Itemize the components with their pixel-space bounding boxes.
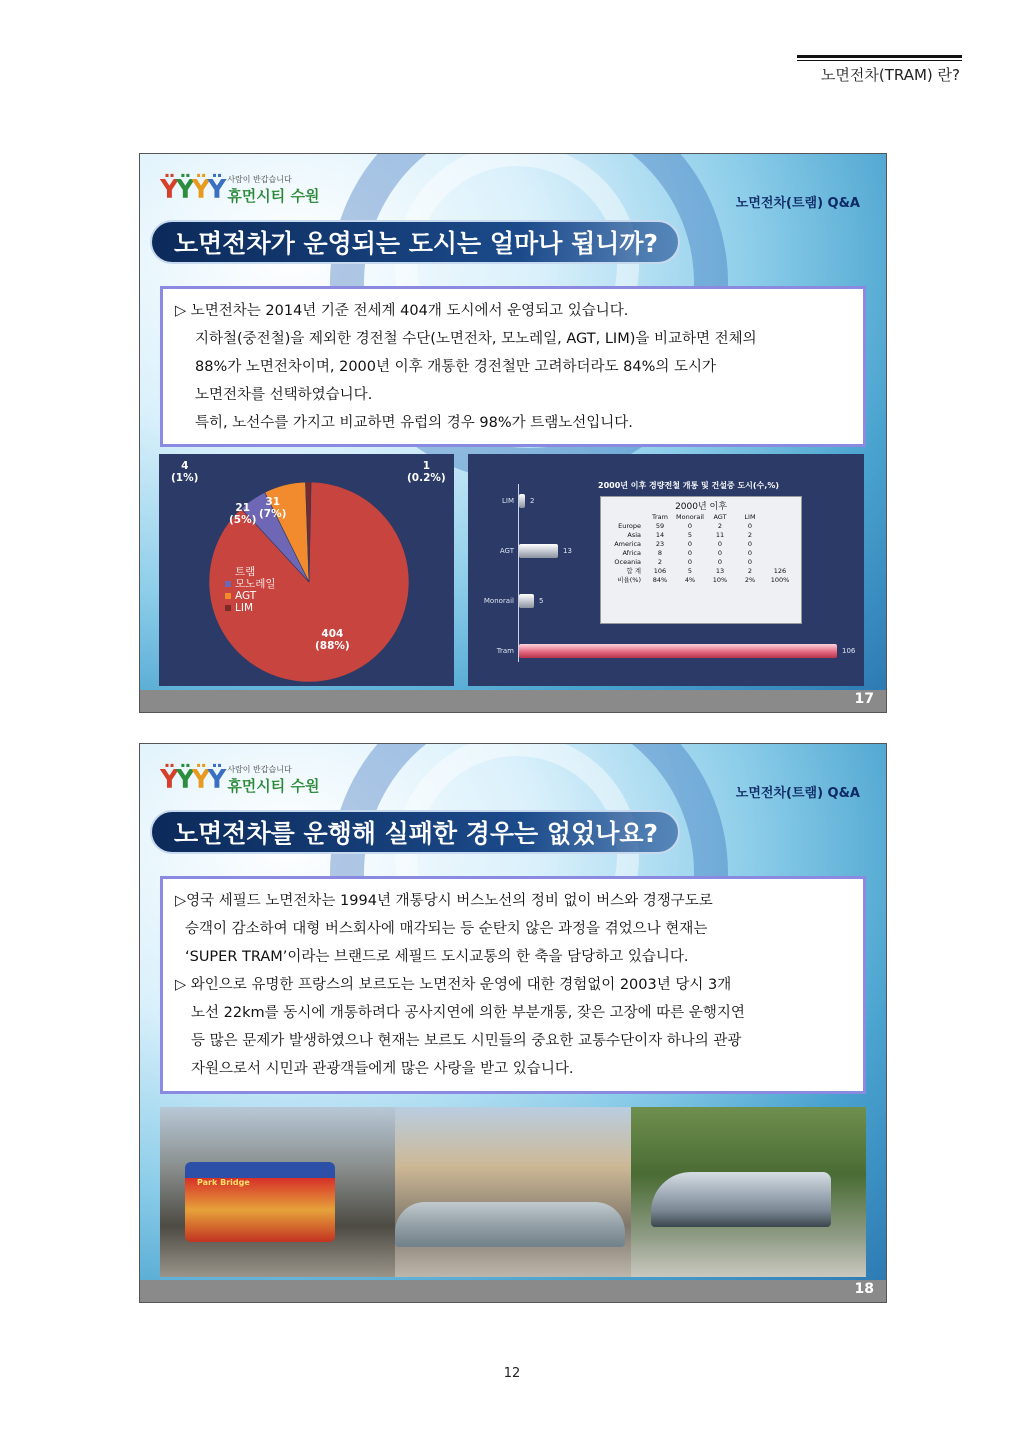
slide-number: 17: [854, 691, 874, 707]
table-cell: Africa: [622, 548, 641, 557]
table-cell: 126: [773, 566, 787, 575]
bar-lim: [519, 494, 525, 508]
bar-chart-panel: [468, 454, 864, 686]
table-header: [765, 512, 795, 521]
table-cell: [765, 548, 795, 557]
legend-item: [225, 602, 276, 614]
table-cell: 5: [687, 566, 693, 575]
bar-category-label: LIM: [501, 497, 514, 505]
tram-destination-sign: Park Bridge: [197, 1178, 250, 1187]
pie-legend: [225, 566, 276, 614]
header-rule-thin: [797, 60, 962, 61]
body-line: 88%가 노면전차이며, 2000년 이후 개통한 경전철만 고려하더라도 84%의 도시가: [195, 359, 717, 375]
logo-name: 휴먼시티 수원: [227, 777, 320, 795]
slide-title-bar: [150, 810, 680, 854]
logo-tagline: 사람이 반갑습니다: [227, 175, 292, 184]
legend-item: [225, 566, 276, 578]
table-cell: 5: [687, 530, 693, 539]
table-cell: [765, 557, 795, 566]
table-cell: 0: [687, 521, 693, 530]
bar-category-label: AGT: [499, 547, 514, 555]
page-header-title: 노면전차(TRAM) 란?: [820, 66, 960, 84]
bar-value-label: 13: [563, 547, 572, 555]
table-cell: 14: [655, 530, 665, 539]
table-cell: 13: [715, 566, 725, 575]
bar-monorail: [519, 594, 534, 608]
pie-label-other: 1 (0.2%): [407, 460, 446, 484]
bar-chart-title: 2000년 이후 경량전철 개통 및 건설중 도시(수,%): [598, 481, 779, 490]
legend-item: [225, 590, 276, 602]
bar-category-label: Tram: [496, 647, 514, 655]
table-cell: Europe: [618, 521, 641, 530]
table-row: [605, 566, 795, 575]
table-header: AGT: [713, 512, 727, 521]
pie-chart: [159, 454, 454, 686]
body-line: 지하철(중전철)을 제외한 경전철 수단(노면전차, 모노레일, AGT, LIM)을 비교하면 전체의: [195, 331, 757, 347]
legend-label: LIM: [235, 602, 254, 614]
slide-18: [139, 743, 887, 1303]
table-cell: 0: [747, 521, 753, 530]
people-logo-icon: ΫΫΫΫ: [160, 765, 224, 795]
table-header: Tram: [651, 512, 668, 521]
table-cell: 4%: [684, 575, 696, 584]
table-cell: 0: [747, 557, 753, 566]
table-cell: 23: [655, 539, 665, 548]
table-cell: 0: [717, 557, 723, 566]
slide-title: 노면전차가 운영되는 도시는 얼마나 됩니까?: [174, 229, 659, 258]
table-cell: 0: [687, 557, 693, 566]
body-line: 자원으로서 시민과 관광객들에게 많은 사랑을 받고 있습니다.: [191, 1061, 574, 1077]
body-line: ‘SUPER TRAM’이라는 브랜드로 세필드 도시교통의 한 축을 담당하고 있습니다.: [185, 949, 689, 965]
body-line: 노면전차를 선택하였습니다.: [195, 387, 373, 403]
body-line: 노선 22km를 동시에 개통하려다 공사지연에 의한 부분개통, 잦은 고장에 따른 운행지연: [191, 1005, 745, 1021]
table-row: [605, 557, 795, 566]
slide-title: 노면전차를 운행해 실패한 경우는 없었나요?: [174, 819, 659, 848]
pie-label-agt: 31 (7%): [259, 496, 287, 520]
pie-label-tram: 404 (88%): [315, 628, 350, 652]
slide-textbox: [160, 286, 866, 447]
table-cell: 8: [657, 548, 663, 557]
bar-agt: [519, 544, 558, 558]
table-cell: 10%: [712, 575, 728, 584]
body-line: ▷ 노면전차는 2014년 기준 전세계 404개 도시에서 운영되고 있습니다.: [175, 303, 629, 319]
table-cell: 2: [657, 557, 663, 566]
glass-tram-image: [395, 1202, 625, 1247]
table-cell: 2: [747, 566, 753, 575]
table-cell: 11: [715, 530, 725, 539]
table-cell: 비율(%): [617, 576, 641, 584]
pie-chart-panel: [159, 454, 454, 686]
stats-table-grid: [605, 512, 795, 584]
slide-17: [139, 153, 887, 713]
table-header: [605, 512, 645, 521]
photo-strip: [160, 1107, 866, 1277]
slide-footer: [140, 1280, 886, 1302]
legend-label: 모노레일: [235, 578, 276, 590]
table-cell: Oceania: [614, 557, 641, 566]
table-cell: 0: [717, 539, 723, 548]
table-cell: Asia: [627, 530, 641, 539]
slide-number: 18: [854, 1281, 874, 1297]
section-label: 노면전차(트램) Q&A: [735, 196, 860, 211]
table-cell: [765, 530, 795, 539]
red-tram-image: [185, 1162, 335, 1242]
stats-table: [600, 496, 802, 624]
logo-tagline: 사람이 반갑습니다: [227, 765, 292, 774]
sheffield-supertram-photo: [160, 1107, 395, 1277]
table-cell: 2: [717, 521, 723, 530]
legend-item: [225, 578, 276, 590]
table-cell: 106: [653, 566, 667, 575]
body-line: ▷ 와인으로 유명한 프랑스의 보르도는 노면전차 운영에 대한 경험없이 2003년 당시 3개: [175, 977, 732, 993]
table-cell: 100%: [770, 575, 790, 584]
section-label: 노면전차(트램) Q&A: [735, 786, 860, 801]
bar-value-label: 2: [530, 497, 535, 505]
table-cell: 2%: [744, 575, 756, 584]
pie-label-lim: 4 (1%): [171, 460, 199, 484]
table-cell: 2: [747, 530, 753, 539]
stats-table-title: 2000년 이후: [675, 502, 727, 512]
body-line: 승객이 감소하여 대형 버스회사에 매각되는 등 순탄치 않은 과정을 겪었으나 현재는: [185, 921, 708, 937]
table-row: [605, 521, 795, 530]
slide-footer: [140, 690, 886, 712]
table-cell: America: [614, 539, 641, 548]
bar-value-label: 5: [539, 597, 544, 605]
bar-category-label: Monorail: [483, 597, 514, 605]
bar-tram: [519, 644, 837, 658]
page-number: 12: [503, 1366, 521, 1381]
table-cell: 0: [687, 539, 693, 548]
slide-title-bar: [150, 220, 680, 264]
body-line: 특히, 노선수를 가지고 비교하면 유럽의 경우 98%가 트램노선입니다.: [195, 415, 633, 431]
bar-axis: [518, 484, 519, 662]
table-header: LIM: [744, 512, 756, 521]
silver-tram-image: [651, 1172, 831, 1227]
table-row: [605, 530, 795, 539]
table-cell: 0: [747, 548, 753, 557]
body-line: 등 많은 문제가 발생하였으나 현재는 보르도 시민들의 중요한 교통수단이자 하나의 관광: [191, 1033, 742, 1049]
table-cell: 0: [747, 539, 753, 548]
bar-value-label: 106: [842, 647, 856, 655]
table-cell: 84%: [652, 575, 668, 584]
table-header-row: [605, 512, 795, 521]
table-cell: 59: [655, 521, 665, 530]
table-row: [605, 548, 795, 557]
slide-textbox: [160, 876, 866, 1094]
legend-label: AGT: [235, 590, 257, 602]
table-cell: 합 계: [626, 567, 641, 575]
suwon-logo: [160, 174, 319, 206]
people-logo-icon: ΫΫΫΫ: [160, 175, 224, 205]
table-row: [605, 575, 795, 584]
table-header: Monorail: [676, 512, 704, 521]
table-cell: [765, 521, 795, 530]
table-cell: [765, 539, 795, 548]
table-row: [605, 539, 795, 548]
bordeaux-tram-tree-lined-photo: [631, 1107, 866, 1277]
body-line: ▷영국 세필드 노면전차는 1994년 개통당시 버스노선의 정비 없이 버스와 경쟁구도로: [175, 893, 713, 909]
logo-name: 휴먼시티 수원: [227, 187, 320, 205]
table-cell: 0: [717, 548, 723, 557]
header-rule: [797, 55, 962, 58]
legend-label: 트램: [235, 566, 256, 578]
suwon-logo: [160, 764, 319, 796]
bordeaux-tram-station-photo: [395, 1107, 630, 1277]
table-cell: 0: [687, 548, 693, 557]
pie-label-monorail: 21 (5%): [229, 502, 257, 526]
